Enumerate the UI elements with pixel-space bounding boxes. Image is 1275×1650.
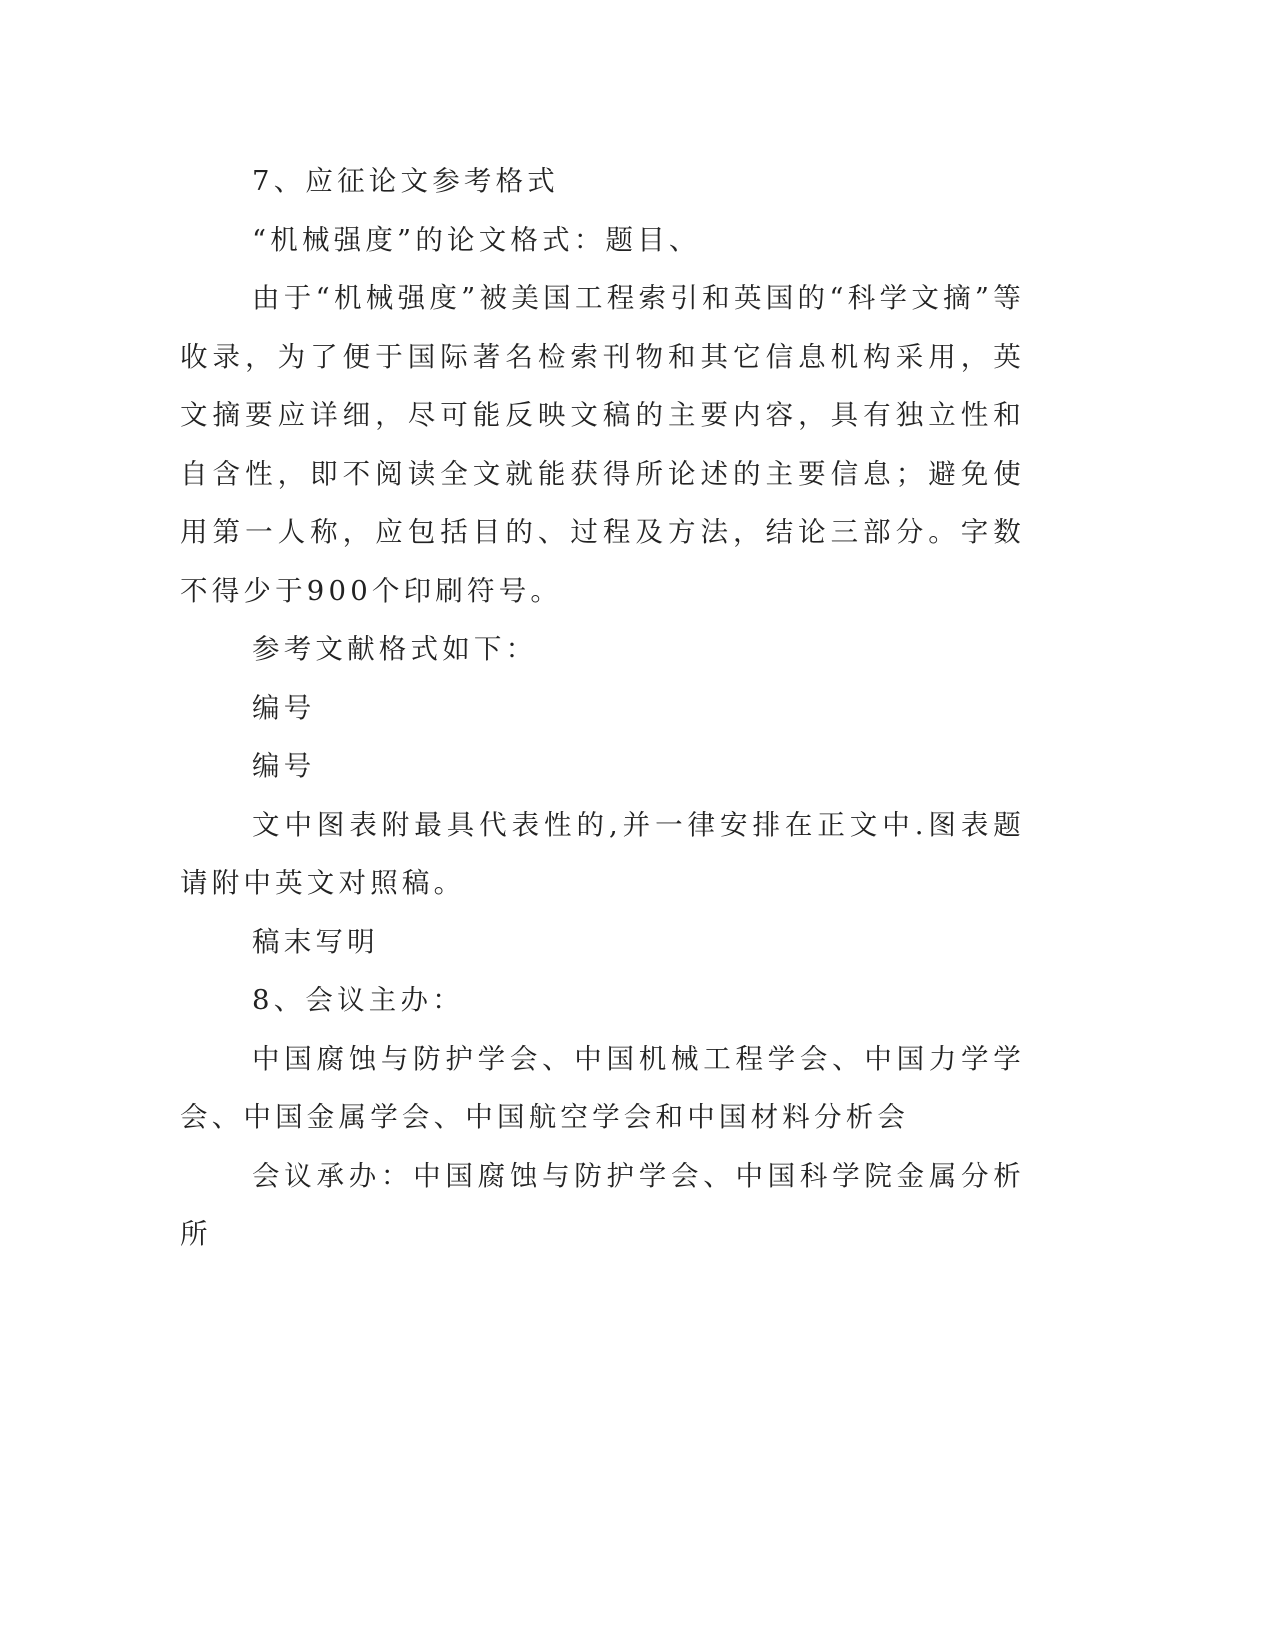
manuscript-end-note: 稿末写明 bbox=[252, 925, 379, 958]
references-format-line: 参考文献格式如下： bbox=[252, 633, 538, 665]
document-page bbox=[180, 152, 1025, 1264]
reference-number-line-1: 编号 bbox=[252, 691, 316, 724]
paper-format-line: “机械强度”的论文格式：题目、 bbox=[252, 223, 701, 256]
reference-number-line-2: 编号 bbox=[252, 750, 316, 782]
section-heading-submission-format: 7、应征论文参考格式 bbox=[252, 165, 559, 197]
figures-tables-paragraph: 文中图表附最具代表性的,并一律安排在正文中.图表题请附中英文对照稿。 bbox=[180, 808, 1025, 899]
organizers-paragraph: 中国腐蚀与防护学会、中国机械工程学会、中国力学学会、中国金属学会、中国航空学会和中国材料分析会 bbox=[180, 1042, 1025, 1133]
abstract-requirements-paragraph: 由于“机械强度”被美国工程索引和英国的“科学文摘”等收录，为了便于国际著名检索刊物和其它信息机构采用，英文摘要应详细，尽可能反映文稿的主要内容，具有独立性和自含性，即不阅读全文就能获得所论述的主要信息；避免使用第一人称，应包括目的、过程及方法，结论三部分。字数不得少于900个印刷符号。 bbox=[180, 282, 1025, 607]
co-organizers-line: 会议承办：中国腐蚀与防护学会、中国科学院金属分析所 bbox=[180, 1159, 1025, 1250]
section-heading-organizers: 8、会议主办： bbox=[252, 984, 464, 1016]
